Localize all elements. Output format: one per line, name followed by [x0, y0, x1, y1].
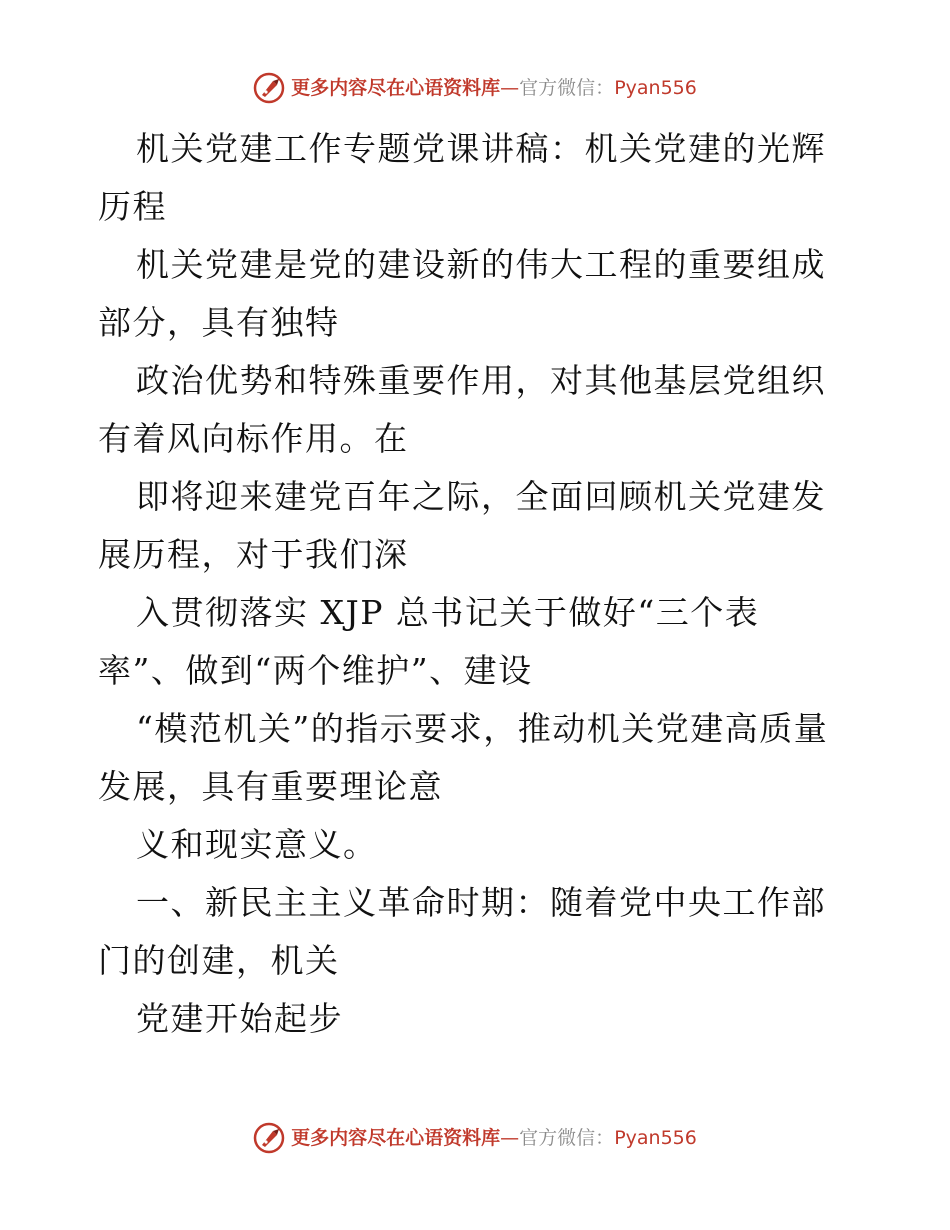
paragraph: 即将迎来建党百年之际，全面回顾机关党建发展历程，对于我们深 [98, 477, 826, 574]
document-title: 机关党建工作专题党课讲稿：机关党建的光辉历程 [98, 129, 826, 226]
banner-brand: 更多内容尽在心语资料库 [291, 77, 501, 99]
pen-nib-logo-icon [253, 72, 285, 104]
section-heading: 一、新民主主义革命时期：随着党中央工作部门的创建，机关 [98, 883, 826, 980]
pen-nib-logo-icon [253, 1122, 285, 1154]
banner-wechat-id: Pyan556 [614, 77, 697, 99]
paragraph: 入贯彻落实 XJP 总书记关于做好“三个表 [136, 593, 760, 632]
banner-dash: — [500, 1127, 520, 1149]
paragraph: 义和现实意义。 [136, 825, 378, 864]
banner-wechat-id: Pyan556 [614, 1127, 697, 1149]
paragraph: “模范机关”的指示要求，推动机关党建高质量发展，具有重要理论意 [98, 709, 829, 806]
banner-brand: 更多内容尽在心语资料库 [291, 1127, 501, 1149]
section-heading-continued: 党建开始起步 [136, 999, 343, 1038]
banner-dash: — [500, 77, 520, 99]
header-watermark-banner [0, 72, 950, 104]
footer-watermark-banner [0, 1122, 950, 1154]
paragraph: 政治优势和特殊重要作用，对其他基层党组织有着风向标作用。在 [98, 361, 826, 458]
banner-label: 官方微信： [519, 77, 615, 99]
banner-label: 官方微信： [519, 1127, 615, 1149]
banner-text [291, 72, 697, 104]
paragraph: 率”、做到“两个维护”、建设 [98, 651, 533, 690]
paragraph: 机关党建是党的建设新的伟大工程的重要组成部分，具有独特 [98, 245, 826, 342]
document-body [98, 120, 852, 1048]
banner-text [291, 1122, 697, 1154]
